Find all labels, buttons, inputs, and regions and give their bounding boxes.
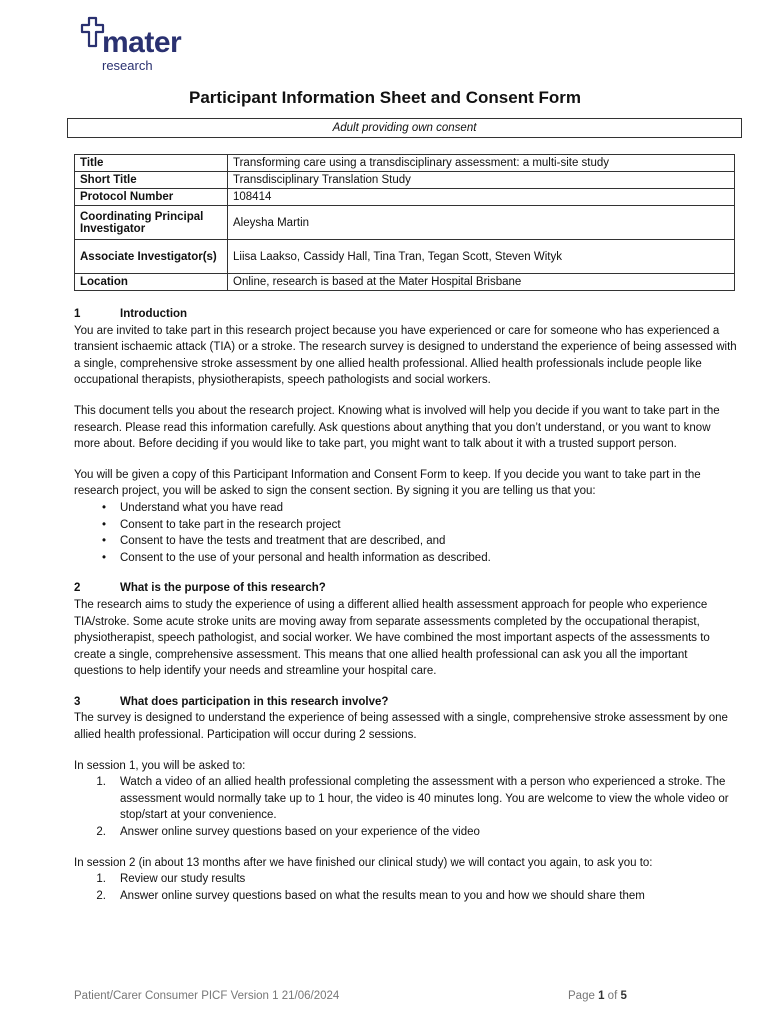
list-item-text: Understand what you have read bbox=[120, 501, 284, 514]
session1-list bbox=[74, 774, 738, 840]
section-title: Introduction bbox=[120, 308, 188, 320]
list-item-text: Watch a video of an allied health professional completing the assessment with a person who experienced a stroke. The assessment would normally take up to 1 hour, the video is 40 minutes long. You are welcome to view the whole video or stop/start at your convenience. bbox=[120, 776, 729, 822]
page-word: Page bbox=[568, 990, 595, 1002]
list-item bbox=[74, 824, 738, 841]
page-total: 5 bbox=[620, 990, 627, 1002]
section-heading bbox=[74, 694, 738, 711]
info-value: 108414 bbox=[228, 189, 735, 206]
info-value: Transdisciplinary Translation Study bbox=[228, 172, 735, 189]
of-word: of bbox=[607, 990, 618, 1002]
document-body bbox=[74, 306, 738, 918]
list-item bbox=[74, 888, 738, 905]
list-item bbox=[74, 871, 738, 888]
list-item-text: Review our study results bbox=[120, 873, 246, 886]
logo-subtext: research bbox=[102, 58, 153, 73]
section-title: What does participation in this research involve? bbox=[120, 695, 389, 708]
consent-bullet-list bbox=[74, 500, 738, 566]
bullet-icon: • bbox=[101, 518, 106, 531]
document-title: Participant Information Sheet and Consent Form bbox=[189, 88, 581, 107]
list-item-text: Consent to take part in the research project bbox=[120, 518, 341, 531]
list-number: 2. bbox=[96, 826, 106, 839]
info-key: Associate Investigator(s) bbox=[75, 240, 228, 274]
consent-type-box: Adult providing own consent bbox=[67, 118, 742, 138]
paragraph: In session 1, you will be asked to: bbox=[74, 759, 246, 772]
footer-version: Patient/Carer Consumer PICF Version 1 21/06/2024 bbox=[74, 990, 340, 1002]
info-value: Aleysha Martin bbox=[228, 206, 735, 240]
list-number: 2. bbox=[96, 889, 106, 902]
page-number: 1 bbox=[598, 990, 605, 1002]
page-indicator bbox=[568, 990, 627, 1002]
table-row bbox=[75, 274, 735, 291]
section-title: What is the purpose of this research? bbox=[120, 582, 326, 595]
info-value: Online, research is based at the Mater Hospital Brisbane bbox=[228, 274, 735, 291]
list-item-text: Consent to the use of your personal and health information as described. bbox=[120, 551, 491, 564]
bullet-icon: • bbox=[101, 535, 106, 548]
paragraph: You are invited to take part in this research project because you have experienced or care for someone who has experienced a transient ischaemic attack (TIA) or a stroke. The research survey is designed to understand the experience of being assessed with a single, comprehensive stroke assessment by one allied health professional. Allied health professionals include people like occupational therapists, physiotherapists, speech pathologists and social workers. bbox=[74, 324, 737, 387]
list-item bbox=[74, 550, 738, 567]
list-number: 1. bbox=[96, 873, 106, 886]
list-item-text: Answer online survey questions based on your experience of the video bbox=[120, 826, 480, 839]
session2-list bbox=[74, 871, 738, 904]
info-value: Transforming care using a transdisciplinary assessment: a multi-site study bbox=[228, 155, 735, 172]
paragraph: The research aims to study the experience of using a different allied health assessment approach for people who experience TIA/stroke. Some acute stroke units are moving away from separate assessments completed by the occupational therapist, physiotherapist, speech pathologist, and social worker. We have combined the most important aspects of the assessments to create a single, comprehensive assessment. This means that one allied health professional can ask you all the important questions to help identify your needs and streamline your hospital care. bbox=[74, 598, 710, 678]
table-row bbox=[75, 172, 735, 189]
list-item-text: Consent to have the tests and treatment that are described, and bbox=[120, 535, 446, 548]
table-row bbox=[75, 206, 735, 240]
paragraph: This document tells you about the research project. Knowing what is involved will help you decide if you want to take part in the research. Please read this information carefully. Ask questions about anything that you don’t understand, or you want to know more about. Before deciding if you would like to take part, you might want to talk about it with a trusted support person. bbox=[74, 404, 720, 451]
info-key: Short Title bbox=[75, 172, 228, 189]
list-number: 1. bbox=[96, 776, 106, 789]
section-number: 3 bbox=[74, 695, 81, 708]
logo-wordmark: mater bbox=[102, 26, 182, 59]
section-number: 1 bbox=[74, 308, 81, 320]
table-row bbox=[75, 155, 735, 172]
paragraph: The survey is designed to understand the experience of being assessed with a single, comprehensive stroke assessment by one allied health professional. Participation will occur during 2 sessions. bbox=[74, 712, 728, 742]
info-value: Liisa Laakso, Cassidy Hall, Tina Tran, Tegan Scott, Steven Wityk bbox=[228, 240, 735, 274]
info-key: Protocol Number bbox=[75, 189, 228, 206]
paragraph: You will be given a copy of this Participant Information and Consent Form to keep. If you decide you want to take part in the research project, you will be asked to sign the consent section. By signing it you are telling us that you: bbox=[74, 468, 701, 498]
list-item bbox=[74, 533, 738, 550]
list-item bbox=[74, 774, 738, 824]
bullet-icon: • bbox=[101, 551, 106, 564]
section-number: 2 bbox=[74, 582, 81, 595]
section-heading bbox=[74, 580, 738, 597]
study-info-table bbox=[74, 154, 735, 291]
info-key: Title bbox=[75, 155, 228, 172]
paragraph: In session 2 (in about 13 months after we have finished our clinical study) we will contact you again, to ask you to: bbox=[74, 856, 653, 869]
list-item bbox=[74, 500, 738, 517]
info-key: Coordinating Principal Investigator bbox=[75, 206, 228, 240]
section-heading bbox=[74, 306, 738, 323]
bullet-icon: • bbox=[101, 501, 106, 514]
list-item bbox=[74, 517, 738, 534]
list-item-text: Answer online survey questions based on what the results mean to you and how we should share them bbox=[120, 889, 645, 902]
table-row bbox=[75, 240, 735, 274]
info-key: Location bbox=[75, 274, 228, 291]
table-row bbox=[75, 189, 735, 206]
mater-research-logo bbox=[80, 16, 210, 76]
